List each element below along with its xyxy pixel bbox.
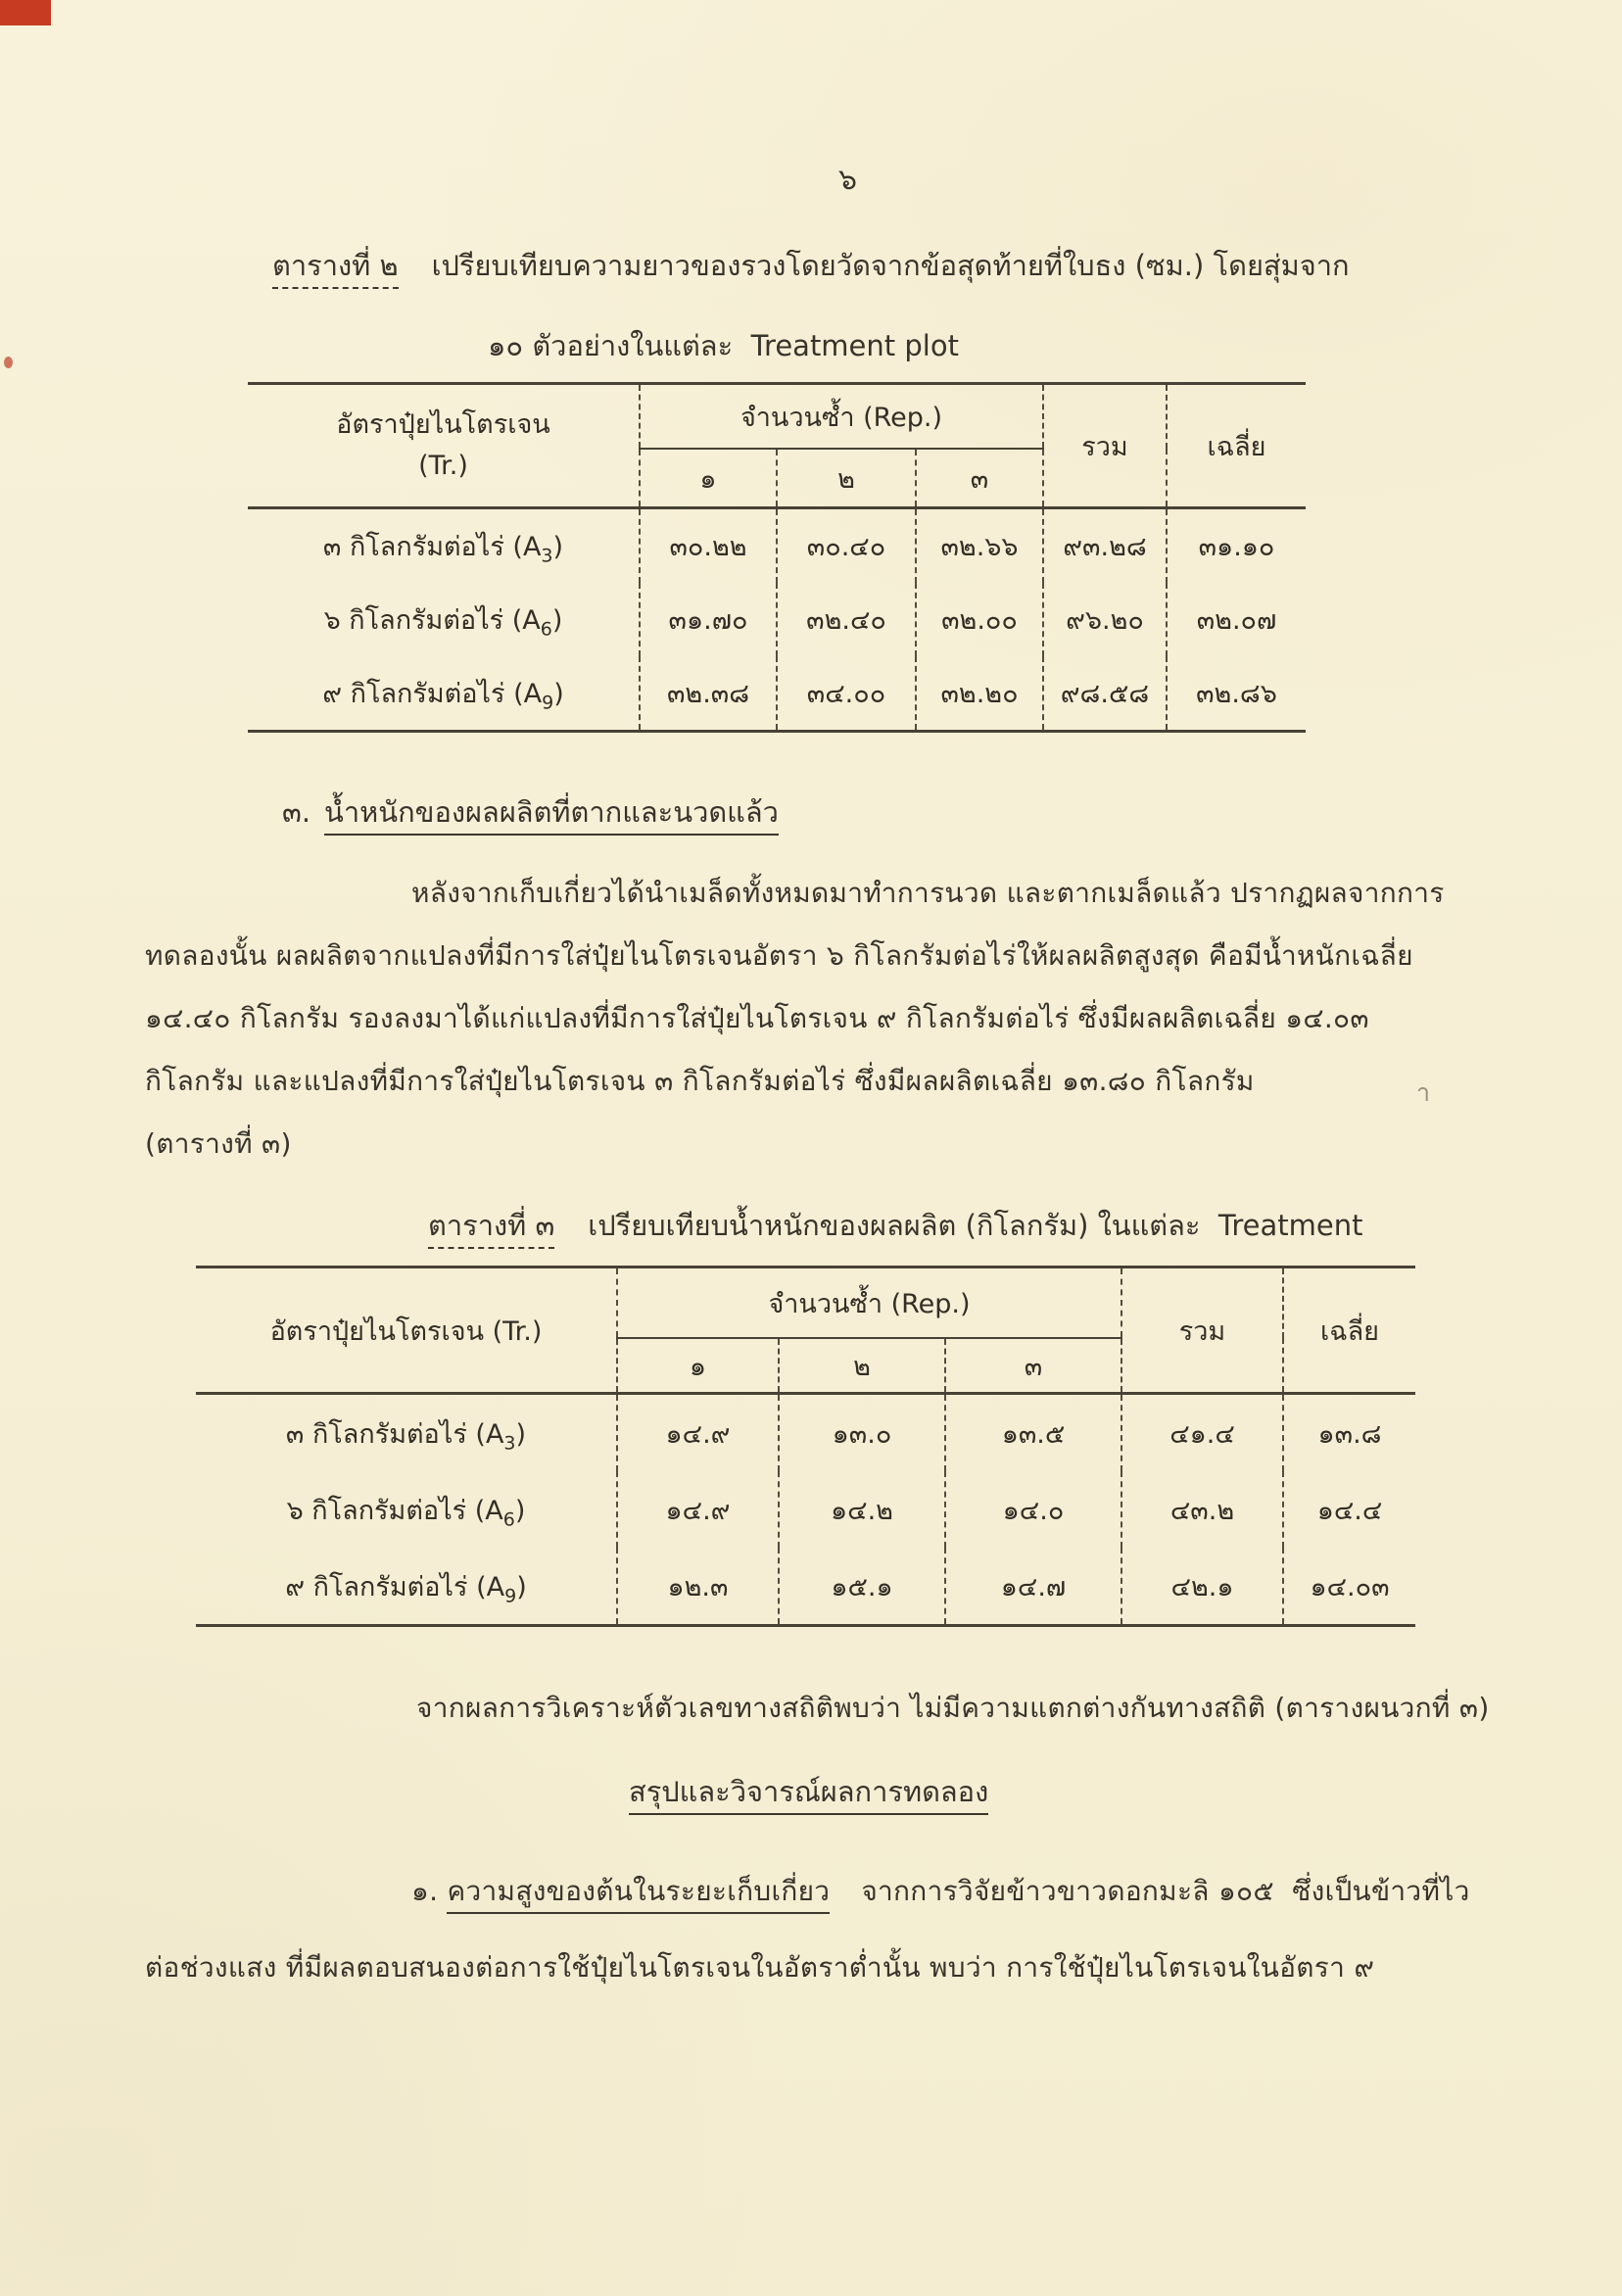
- cell-sum: ๔๒.๑: [1121, 1548, 1283, 1626]
- header-rep-1: ๑: [617, 1338, 779, 1394]
- table3-caption-label: ตารางที่ ๓: [428, 1209, 554, 1249]
- table2-caption: [272, 243, 1350, 288]
- red-corner-mark: [0, 0, 51, 25]
- paragraph-line: หลังจากเก็บเกี่ยวได้นำเมล็ดทั้งหมดมาทำการนวด และตากเมล็ดแล้ว ปรากฏผลจากการ: [411, 877, 1445, 909]
- header-treatment-line2: (Tr.): [418, 451, 468, 481]
- cell-sum: ๔๑.๔: [1121, 1394, 1283, 1472]
- cell-rep2: ๑๓.๐: [779, 1394, 945, 1472]
- header-average: เฉลี่ย: [1283, 1268, 1415, 1394]
- summary-paragraph: [145, 1853, 1546, 2006]
- cell-sum: ๔๓.๒: [1121, 1471, 1283, 1548]
- table2-caption-label: ตารางที่ ๒: [272, 249, 399, 289]
- row-label: ๖ กิโลกรัมต่อไร่ $(A_6)$: [248, 583, 640, 656]
- cell-rep3: ๓๒.๖๖: [916, 508, 1043, 584]
- table-row: [196, 1548, 1415, 1626]
- cell-average: ๓๒.๐๗: [1196, 605, 1277, 636]
- table-row: [248, 583, 1306, 656]
- table2-caption-text: เปรียบเทียบความยาวของรวงโดยวัดจากข้อสุดท้ายที่ใบธง (ซม.) โดยสุ่มจาก: [431, 249, 1350, 282]
- cell-rep1: ๓๑.๗๐: [640, 583, 777, 656]
- table-2-panicle-length: [248, 382, 1306, 733]
- header-rep-2: ๒: [779, 1338, 945, 1394]
- header-average: เฉลี่ย: [1167, 384, 1306, 508]
- summary-item-number: ๑.: [411, 1875, 439, 1907]
- header-rep-3: ๓: [916, 449, 1043, 508]
- row-label: ๙ กิโลกรัมต่อไร่ $(A_9)$: [196, 1548, 617, 1626]
- cell-average: ๑๔.๔: [1316, 1495, 1383, 1526]
- table3-caption-text: เปรียบเทียบน้ำหนักของผลผลิต (กิโลกรัม) ในแต่ละ Treatment: [588, 1209, 1363, 1242]
- section3-paragraph: [145, 862, 1546, 1175]
- header-sum: รวม: [1121, 1268, 1283, 1394]
- cell-rep3: ๑๓.๕: [945, 1394, 1121, 1472]
- stray-ink-mark: า: [1416, 1078, 1431, 1107]
- cell-rep2: ๓๔.๐๐: [777, 656, 916, 732]
- header-treatment-line1: อัตราปุ๋ยไนโตรเจน: [336, 409, 550, 440]
- table-row: [196, 1471, 1415, 1548]
- cell-sum: ๙๓.๒๘: [1043, 508, 1167, 584]
- header-rep-2: ๒: [777, 449, 916, 508]
- table2-caption-line2: ๑๐ ตัวอย่างในแต่ละ Treatment plot: [488, 329, 959, 362]
- cell-average: ๑๓.๘: [1317, 1418, 1382, 1450]
- cell-rep2: ๑๔.๒: [779, 1471, 945, 1548]
- cell-rep1: ๑๔.๙: [617, 1394, 779, 1472]
- row-label: ๙ กิโลกรัมต่อไร่ $(A_9)$: [248, 656, 640, 732]
- section3-heading: [282, 789, 779, 835]
- paragraph-line: (ตารางที่ ๓): [145, 1127, 292, 1160]
- table-3-yield-weight: [196, 1266, 1415, 1627]
- header-treatment: อัตราปุ๋ยไนโตรเจน (Tr.): [196, 1268, 617, 1394]
- section3-number: ๓.: [282, 795, 311, 829]
- cell-average: ๑๔.๐๓: [1310, 1571, 1390, 1602]
- header-sum: รวม: [1043, 384, 1167, 508]
- paragraph-line: ทดลองนั้น ผลผลิตจากแปลงที่มีการใส่ปุ๋ยไนโตรเจนอัตรา ๖ กิโลกรัมต่อไร่ให้ผลผลิตสูงสุด คือมีน้ำหนักเฉลี่ย: [145, 939, 1413, 972]
- paragraph-line: กิโลกรัม และแปลงที่มีการใส่ปุ๋ยไนโตรเจน ๓ กิโลกรัมต่อไร่ ซึ่งมีผลผลิตเฉลี่ย ๑๓.๘๐ กิโลกรัม: [145, 1065, 1255, 1097]
- cell-rep1: ๓๒.๓๘: [640, 656, 777, 732]
- cell-rep2: ๓๒.๔๐: [777, 583, 916, 656]
- paragraph-line: [145, 1853, 1546, 1930]
- header-treatment: [248, 384, 640, 508]
- table-row: [248, 508, 1306, 584]
- cell-rep2: ๑๕.๑: [779, 1548, 945, 1626]
- header-replications: จำนวนซ้ำ (Rep.): [617, 1268, 1121, 1339]
- header-replications: จำนวนซ้ำ (Rep.): [640, 384, 1043, 450]
- row-label: ๓ กิโลกรัมต่อไร่ $(A_3)$: [196, 1394, 617, 1472]
- paragraph-line: ต่อช่วงแสง ที่มีผลตอบสนองต่อการใช้ปุ๋ยไนโตรเจนในอัตราต่ำนั้น พบว่า การใช้ปุ๋ยไนโตรเจนในอัตรา ๙: [145, 1951, 1375, 1984]
- cell-rep1: ๑๔.๙: [617, 1471, 779, 1548]
- cell-rep2: ๓๐.๔๐: [777, 508, 916, 584]
- cell-sum: ๙๘.๕๘: [1043, 656, 1167, 732]
- summary-heading: [629, 1769, 988, 1814]
- cell-sum: ๙๖.๒๐: [1043, 583, 1167, 656]
- statistics-note: จากผลการวิเคราะห์ตัวเลขทางสถิติพบว่า ไม่มีความแตกต่างกันทางสถิติ (ตารางผนวกที่ ๓): [416, 1692, 1490, 1724]
- cell-rep3: ๑๔.๗: [945, 1548, 1121, 1626]
- row-label: ๓ กิโลกรัมต่อไร่ $(A_3)$: [248, 508, 640, 584]
- table3-caption: [428, 1203, 1362, 1248]
- paper-speck: [4, 357, 13, 368]
- paragraph-line: ๑๔.๔๐ กิโลกรัม รองลงมาได้แก่แปลงที่มีการใส่ปุ๋ยไนโตรเจน ๙ กิโลกรัมต่อไร่ ซึ่งมีผลผลิตเฉลี่ย ๑๔.๐๓: [145, 1002, 1369, 1034]
- section3-title: น้ำหนักของผลผลิตที่ตากและนวดแล้ว: [324, 795, 779, 836]
- cell-average: ๓๒.๘๖: [1196, 679, 1277, 709]
- page-number: ๖: [838, 163, 858, 197]
- cell-rep1: ๓๐.๒๒: [640, 508, 777, 584]
- summary-item-text: จากการวิจัยข้าวขาวดอกมะลิ ๑๐๕ ซึ่งเป็นข้าวที่ไว: [861, 1875, 1470, 1907]
- header-rep-1: ๑: [640, 449, 777, 508]
- cell-average: ๓๑.๑๐: [1198, 532, 1275, 562]
- table-row: [196, 1394, 1415, 1472]
- row-label: ๖ กิโลกรัมต่อไร่ $(A_6)$: [196, 1471, 617, 1548]
- cell-rep1: ๑๒.๓: [617, 1548, 779, 1626]
- header-rep-3: ๓: [945, 1338, 1121, 1394]
- summary-item-title: ความสูงของต้นในระยะเก็บเกี่ยว: [447, 1875, 830, 1914]
- cell-rep3: ๓๒.๐๐: [916, 583, 1043, 656]
- summary-heading-text: สรุปและวิจารณ์ผลการทดลอง: [629, 1775, 988, 1815]
- cell-rep3: ๑๔.๐: [945, 1471, 1121, 1548]
- table-row: [248, 656, 1306, 732]
- cell-rep3: ๓๒.๒๐: [916, 656, 1043, 732]
